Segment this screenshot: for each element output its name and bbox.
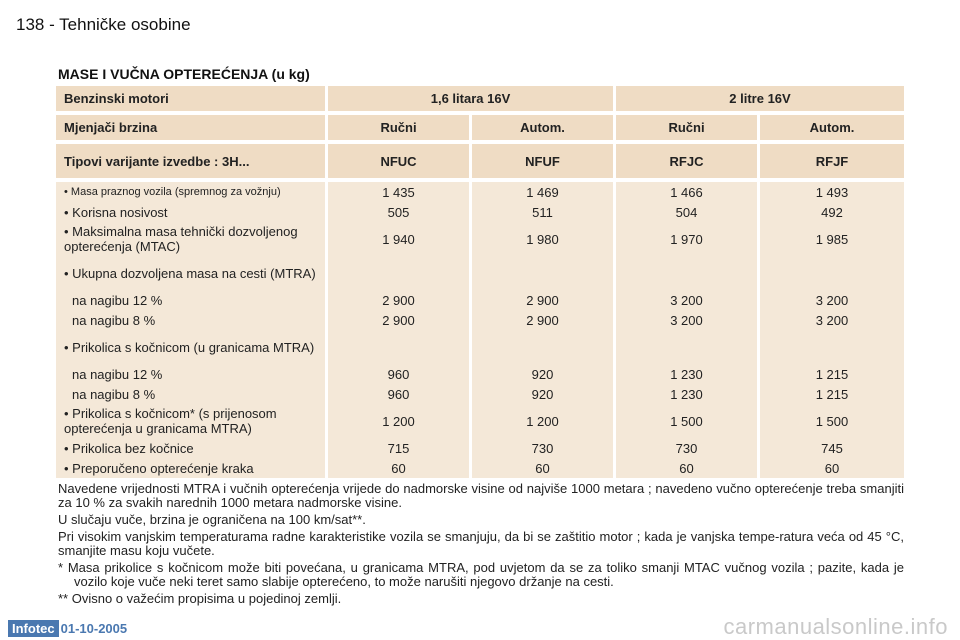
notes: [58, 482, 904, 609]
cell: 920: [472, 364, 616, 384]
cell: 1 940: [328, 222, 472, 256]
cell: 960: [328, 384, 472, 404]
table-row: [56, 222, 904, 256]
cell: 3 200: [616, 290, 760, 310]
cell: [616, 256, 760, 290]
cell: 1 500: [616, 404, 760, 438]
table-row: [56, 256, 904, 290]
watermark: carmanualsonline.info: [723, 614, 948, 639]
gearbox-col: Autom.: [472, 115, 616, 140]
row-label: • Prikolica bez kočnice: [56, 438, 328, 458]
cell: 715: [328, 438, 472, 458]
table-row: [56, 384, 904, 404]
gearbox-col: Autom.: [760, 115, 904, 140]
engine-col-1: 1,6 litara 16V: [328, 86, 616, 111]
cell: 1 435: [328, 182, 472, 202]
row-label: na nagibu 8 %: [56, 384, 328, 404]
cell: 1 970: [616, 222, 760, 256]
cell: 730: [472, 438, 616, 458]
row-label: • Prikolica s kočnicom* (s prijenosom opterećenja u granicama MTRA): [56, 404, 328, 438]
table-row: [56, 310, 904, 330]
cell: 3 200: [760, 290, 904, 310]
cell: 1 215: [760, 384, 904, 404]
table-row: [56, 182, 904, 202]
cell: 492: [760, 202, 904, 222]
cell: [328, 256, 472, 290]
cell: 2 900: [472, 310, 616, 330]
footnote: ** Ovisno o važećim propisima u pojedinoj zemlji.: [58, 591, 342, 606]
cell: [760, 256, 904, 290]
cell: 60: [616, 458, 760, 478]
gearbox-col: Ručni: [328, 115, 472, 140]
cell: 1 980: [472, 222, 616, 256]
note-paragraph: Navedene vrijednosti MTRA i vučnih opterećenja vrijede do nadmorske visine od najviše 1000 metara ; navedeno vučno opterećenje treba smanjiti za 10 % za svakih narednih 1000 metara nadmorske visine.: [58, 481, 904, 510]
cell: 60: [472, 458, 616, 478]
cell: 1 230: [616, 384, 760, 404]
gearbox-label: Mjenjači brzina: [56, 115, 328, 140]
variant-label: Tipovi varijante izvedbe : 3H...: [56, 144, 328, 178]
row-label: • Ukupna dozvoljena masa na cesti (MTRA): [56, 256, 328, 290]
cell: 505: [328, 202, 472, 222]
cell: 60: [328, 458, 472, 478]
cell: 1 469: [472, 182, 616, 202]
cell: 1 466: [616, 182, 760, 202]
cell: 1 215: [760, 364, 904, 384]
gearbox-row: [56, 115, 904, 140]
row-label: na nagibu 12 %: [56, 290, 328, 310]
table-row: [56, 290, 904, 310]
row-label: • Masa praznog vozila (spremnog za vožnju): [56, 182, 328, 202]
row-label: • Preporučeno opterećenje kraka: [56, 458, 328, 478]
cell: 1 200: [472, 404, 616, 438]
cell: 1 200: [328, 404, 472, 438]
infotec-logo: Infotec: [8, 620, 59, 637]
cell: [616, 330, 760, 364]
cell: 1 985: [760, 222, 904, 256]
cell: 504: [616, 202, 760, 222]
cell: 1 500: [760, 404, 904, 438]
cell: 1 230: [616, 364, 760, 384]
gearbox-col: Ručni: [616, 115, 760, 140]
cell: 3 200: [760, 310, 904, 330]
row-label: na nagibu 8 %: [56, 310, 328, 330]
variant-col: NFUC: [328, 144, 472, 178]
cell: [328, 330, 472, 364]
cell: 3 200: [616, 310, 760, 330]
cell: 511: [472, 202, 616, 222]
table-row: [56, 438, 904, 458]
footer-date: 01-10-2005: [60, 621, 128, 636]
row-label: • Korisna nosivost: [56, 202, 328, 222]
table-row: [56, 404, 904, 438]
cell: 1 493: [760, 182, 904, 202]
row-label: na nagibu 12 %: [56, 364, 328, 384]
mass-table: [56, 86, 904, 478]
footer: [8, 620, 127, 637]
table-row: [56, 458, 904, 478]
cell: [472, 256, 616, 290]
variant-col: RFJC: [616, 144, 760, 178]
note-paragraph: Pri visokim vanjskim temperaturama radne karakteristike vozila se smanjuju, da bi se zaštitio motor ; kada je vanjska tempe-ratura veća od 45 °C, smanjite masu koju vučete.: [58, 529, 904, 558]
engine-col-2: 2 litre 16V: [616, 86, 904, 111]
cell: 920: [472, 384, 616, 404]
variant-row: [56, 144, 904, 178]
row-label: • Prikolica s kočnicom (u granicama MTRA): [56, 330, 328, 364]
cell: 730: [616, 438, 760, 458]
variant-col: NFUF: [472, 144, 616, 178]
note-paragraph: U slučaju vuče, brzina je ograničena na 100 km/sat**.: [58, 512, 366, 527]
table-row: [56, 330, 904, 364]
engine-label: Benzinski motori: [56, 86, 328, 111]
row-label: • Maksimalna masa tehnički dozvoljenog opterećenja (MTAC): [56, 222, 328, 256]
cell: 60: [760, 458, 904, 478]
cell: [472, 330, 616, 364]
page-header: 138 - Tehničke osobine: [16, 15, 191, 34]
variant-col: RFJF: [760, 144, 904, 178]
cell: 745: [760, 438, 904, 458]
table-row: [56, 202, 904, 222]
cell: [760, 330, 904, 364]
engine-row: [56, 86, 904, 111]
cell: 2 900: [328, 310, 472, 330]
section-title: MASE I VUČNA OPTEREĆENJA (u kg): [58, 66, 310, 82]
table-row: [56, 364, 904, 384]
cell: 960: [328, 364, 472, 384]
cell: 2 900: [472, 290, 616, 310]
footnote: * Masa prikolice s kočnicom može biti povećana, u granicama MTRA, pod uvjetom da se za toliko smanji MTAC vučnog vozila ; pazite, kada je vozilo koje vuče neki teret samo slabije opterećeno, to može narušiti njegovo držanje na cesti.: [58, 560, 904, 589]
cell: 2 900: [328, 290, 472, 310]
